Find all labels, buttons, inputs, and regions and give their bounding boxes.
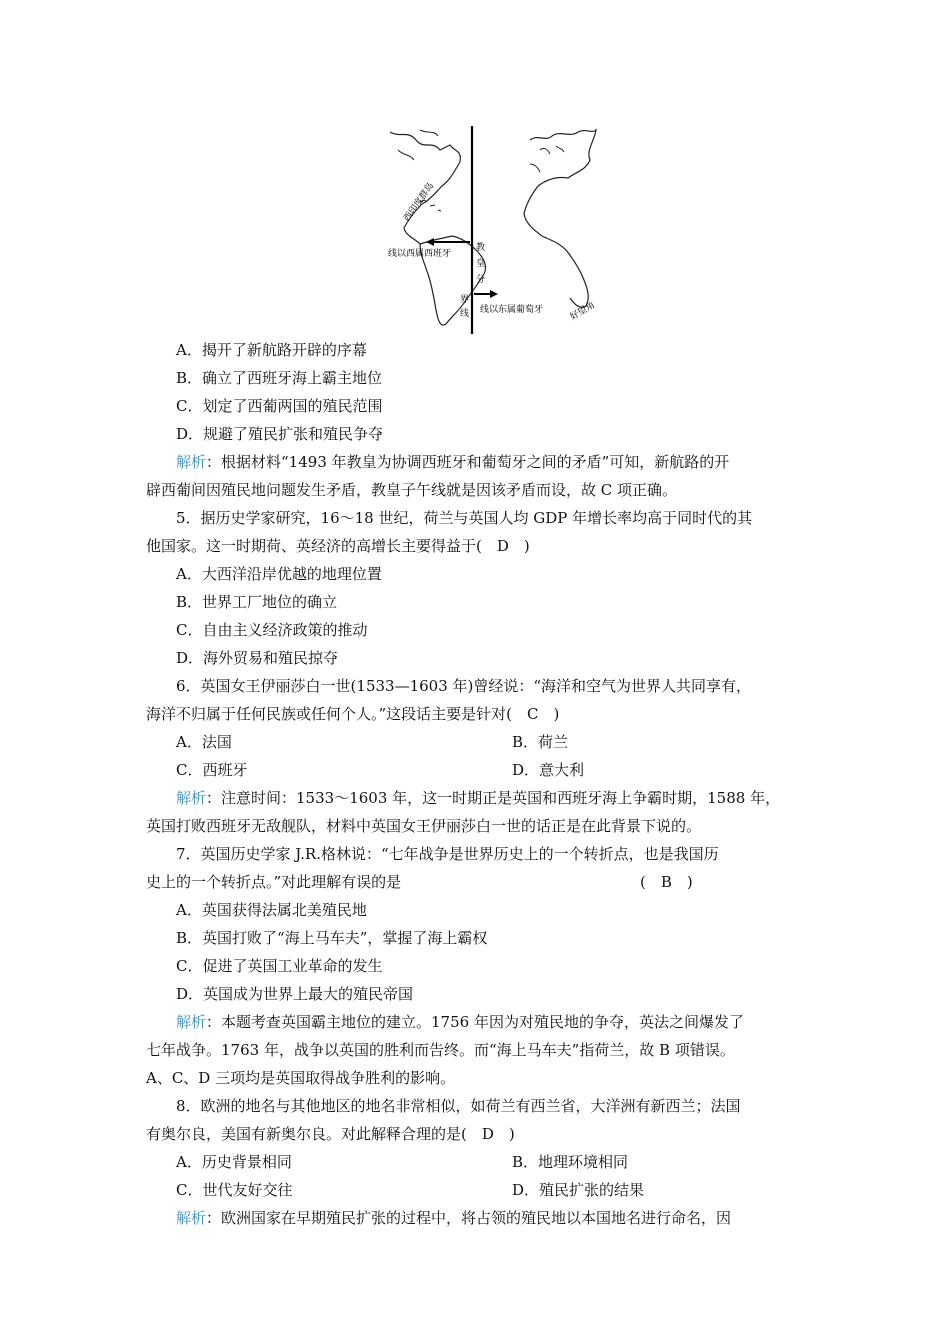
q7-option-d: D．英国成为世界上最大的殖民帝国 [176, 985, 414, 1003]
analysis-text: ：注意时间：1533～1603 年，这一时期正是英国和西班牙海上争霸时期，1588 年， [206, 789, 781, 807]
q4-analysis-line-2: 辟西葡间因殖民地问题发生矛盾，教皇子午线就是因该矛盾而设，故 C 项正确。 [146, 481, 678, 499]
q5-stem-line-1: 5．据历史学家研究，16～18 世纪，荷兰与英国人均 GDP 年增长率均高于同时代的其 [176, 509, 753, 527]
q7-option-b: B．英国打败了“海上马车夫”，掌握了海上霸权 [176, 929, 488, 947]
map-label-east-portugal: 线以东属葡萄牙 [480, 305, 544, 315]
q8-option-b: B．地理环境相同 [512, 1153, 629, 1171]
q4-option-b: B．确立了西班牙海上霸主地位 [176, 369, 383, 387]
q8-stem-line-2: 有奥尔良，美国有新奥尔良。对此解释合理的是( D ) [146, 1125, 515, 1143]
q4-option-c: C．划定了西葡两国的殖民范围 [176, 397, 383, 415]
q8-analysis-line-1 [176, 1204, 731, 1232]
map-label-west-indies: 西印度群岛 [402, 181, 437, 224]
q5-stem-line-2: 他国家。这一时期荷、英经济的高增长主要得益于( D ) [146, 537, 530, 555]
analysis-text: ：根据材料“1493 年教皇为协调西班牙和葡萄牙之间的矛盾”可知，新航路的开 [206, 453, 730, 471]
q7-answer: ( B ) [640, 873, 693, 891]
q4-option-a: A．揭开了新航路开辟的序幕 [176, 341, 367, 359]
q7-analysis-line-3: A、C、D 三项均是英国取得战争胜利的影响。 [146, 1069, 456, 1087]
q4-analysis-line-1 [176, 448, 729, 476]
map-label-papal-line-1: 教 [476, 243, 486, 253]
map-label-papal-line-5: 线 [460, 309, 470, 319]
q6-analysis-line-1 [176, 784, 780, 812]
map-label-west-spain: 线以西属西班牙 [388, 249, 452, 259]
q6-stem-line-1: 6．英国女王伊丽莎白一世(1533—1603 年)曾经说：“海洋和空气为世界人共同享有， [176, 677, 752, 695]
q6-stem-line-2: 海洋不归属于任何民族或任何个人。”这段话主要是针对( C ) [146, 705, 560, 723]
q5-option-d: D．海外贸易和殖民掠夺 [176, 649, 339, 667]
q6-option-d: D．意大利 [512, 761, 585, 779]
analysis-label: 解析 [176, 789, 207, 807]
q8-option-a: A．历史背景相同 [176, 1153, 292, 1171]
q8-stem-line-1: 8．欧洲的地名与其他地区的地名非常相似，如荷兰有西兰省，大洋洲有新西兰；法国 [176, 1097, 741, 1115]
q8-option-c: C．世代友好交往 [176, 1181, 293, 1199]
q5-option-c: C．自由主义经济政策的推动 [176, 621, 368, 639]
q7-option-a: A．英国获得法属北美殖民地 [176, 901, 367, 919]
q7-analysis-line-1 [176, 1008, 744, 1036]
q6-option-a: A．法国 [176, 733, 232, 751]
map-label-papal-line-2: 皇 [476, 259, 486, 269]
q4-option-d: D．规避了殖民扩张和殖民争夺 [176, 425, 384, 443]
q5-option-b: B．世界工厂地位的确立 [176, 593, 338, 611]
q8-option-d: D．殖民扩张的结果 [512, 1181, 645, 1199]
q6-option-b: B．荷兰 [512, 733, 569, 751]
analysis-label: 解析 [176, 1013, 207, 1031]
map-label-papal-line-4: 界 [460, 295, 470, 305]
analysis-label: 解析 [176, 453, 207, 471]
q6-option-c: C．西班牙 [176, 761, 248, 779]
q7-option-c: C．促进了英国工业革命的发生 [176, 957, 383, 975]
europe-africa-coast [524, 130, 596, 307]
analysis-label: 解析 [176, 1209, 207, 1227]
q7-stem-line-2: 史上的一个转折点。”对此理解有误的是 [146, 873, 402, 891]
analysis-text: ：欧洲国家在早期殖民扩张的过程中，将占领的殖民地以本国地名进行命名，因 [206, 1209, 732, 1227]
analysis-text: ：本题考查英国霸主地位的建立。1756 年因为对殖民地的争夺，英法之间爆发了 [206, 1013, 744, 1031]
q7-stem-line-1: 7．英国历史学家 J.R.格林说：“七年战争是世界历史上的一个转折点，也是我国历 [176, 845, 719, 863]
q7-analysis-line-2: 七年战争。1763 年，战争以英国的胜利而告终。而“海上马车夫”指荷兰，故 B 项错误。 [146, 1041, 735, 1059]
map-label-cape: 好望角 [568, 300, 597, 323]
map-label-papal-line-3: 分 [476, 275, 486, 285]
papal-line-map [380, 120, 610, 340]
q5-option-a: A．大西洋沿岸优越的地理位置 [176, 565, 382, 583]
q6-analysis-line-2: 英国打败西班牙无敌舰队，材料中英国女王伊丽莎白一世的话正是在此背景下说的。 [146, 817, 702, 835]
